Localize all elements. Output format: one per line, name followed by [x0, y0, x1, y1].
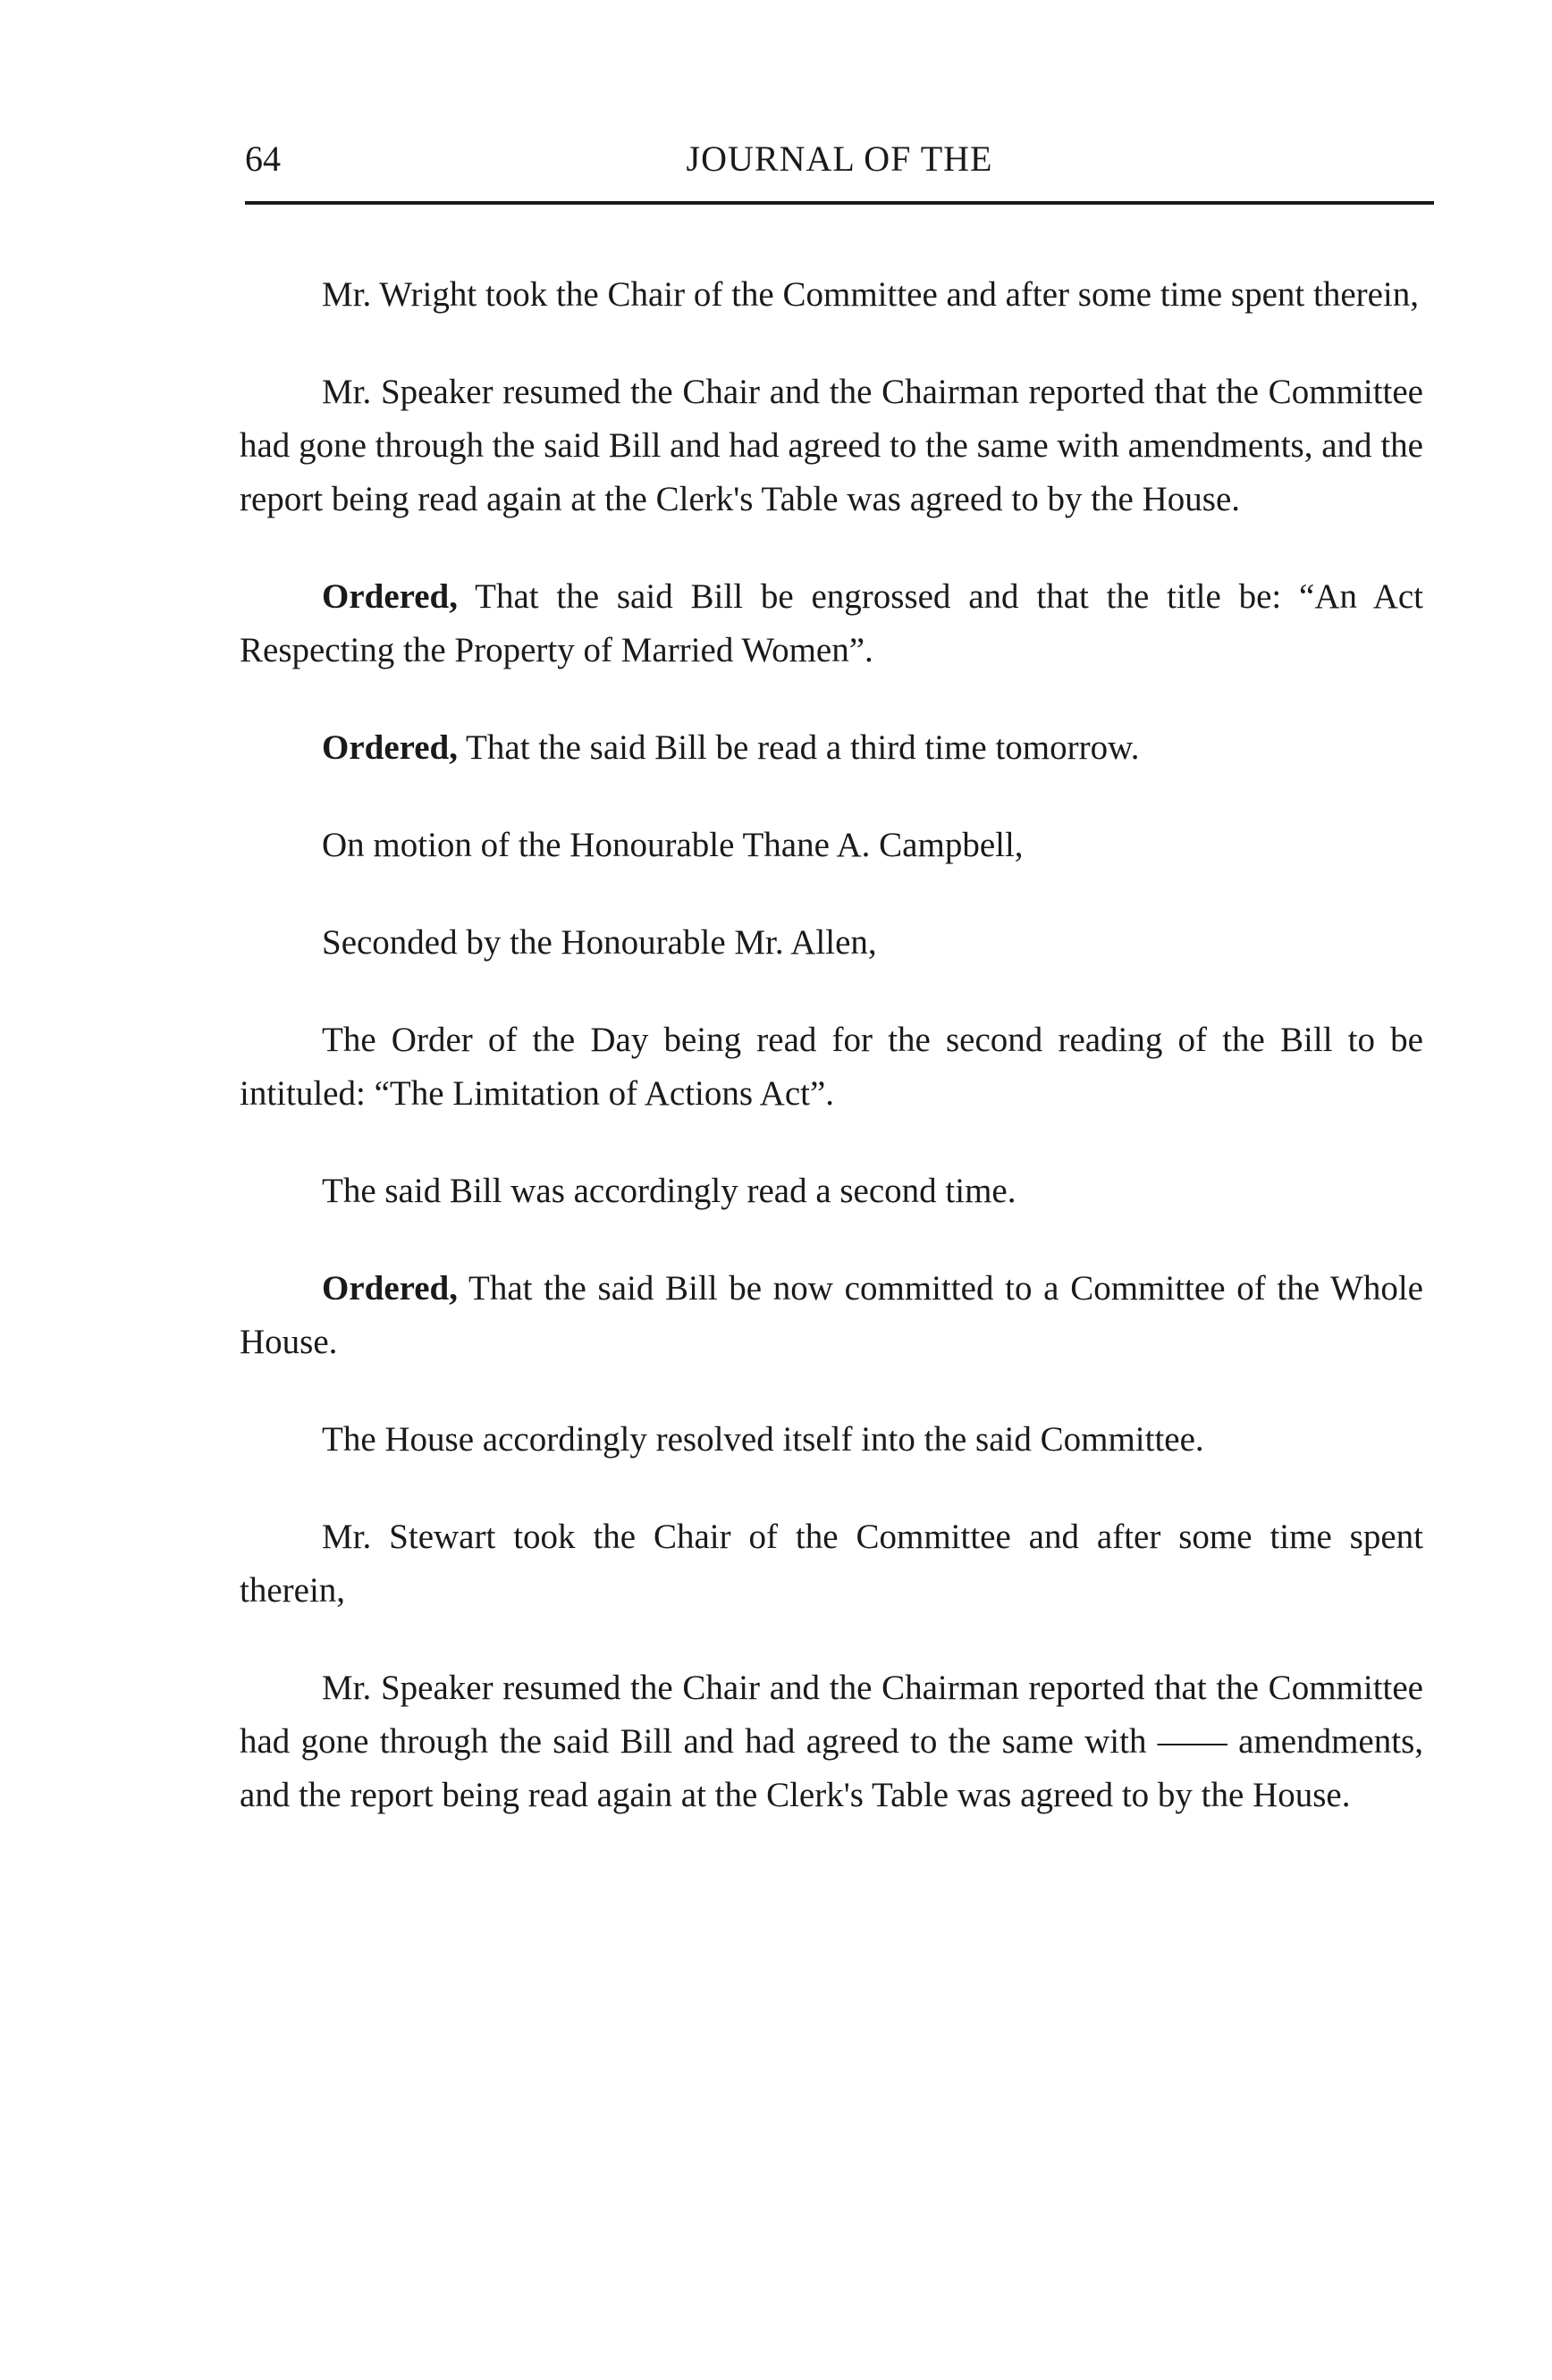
page-header	[245, 134, 1434, 206]
ordered-label: Ordered,	[322, 728, 459, 767]
header-rule	[245, 201, 1434, 205]
paragraph	[240, 819, 1423, 872]
ordered-label: Ordered,	[322, 1269, 459, 1308]
page-number: 64	[245, 139, 281, 179]
paragraph	[240, 721, 1423, 775]
paragraph	[240, 1413, 1423, 1467]
paragraph	[240, 1510, 1423, 1618]
paragraph-text: Mr. Speaker resumed the Chair and the Chairman reported that the Committee had gone through the said Bill and had agreed to the same with —— amendments, and the report being read again at the Clerk's Table was agreed to by the House.	[240, 1669, 1423, 1814]
paragraph-text: The House accordingly resolved itself into the said Committee.	[322, 1420, 1204, 1459]
paragraph-text: Mr. Wright took the Chair of the Committee and after some time spent therein,	[322, 275, 1420, 314]
paragraph-text: The Order of the Day being read for the second reading of the Bill to be intituled: “The Limitation of Actions Act”.	[240, 1021, 1423, 1113]
paragraph-text: Mr. Speaker resumed the Chair and the Chairman reported that the Committee had gone through the said Bill and had agreed to the same with amendments, and the report being read again at the Clerk's Table was agreed to by the House.	[240, 373, 1423, 518]
paragraph-text: The said Bill was accordingly read a second time.	[322, 1172, 1016, 1210]
paragraph-text: That the said Bill be engrossed and that the title be: “An Act Respecting the Property of Married Women”.	[240, 577, 1423, 669]
paragraph	[240, 1165, 1423, 1218]
journal-body	[240, 268, 1423, 1866]
paragraph	[240, 916, 1423, 970]
paragraph	[240, 1661, 1423, 1822]
paragraph	[240, 268, 1423, 322]
paragraph-text: Mr. Stewart took the Chair of the Committee and after some time spent therein,	[240, 1518, 1423, 1610]
paragraph	[240, 1013, 1423, 1121]
paragraph-text: That the said Bill be read a third time tomorrow.	[458, 728, 1140, 767]
paragraph-text: That the said Bill be now committed to a Committee of the Whole House.	[240, 1269, 1423, 1361]
ordered-label: Ordered,	[322, 577, 459, 616]
paragraph-text: Seconded by the Honourable Mr. Allen,	[322, 923, 877, 962]
paragraph	[240, 570, 1423, 677]
paragraph-text: On motion of the Honourable Thane A. Campbell,	[322, 826, 1024, 864]
running-head: JOURNAL OF THE	[686, 139, 993, 179]
paragraph	[240, 366, 1423, 526]
paragraph	[240, 1262, 1423, 1369]
